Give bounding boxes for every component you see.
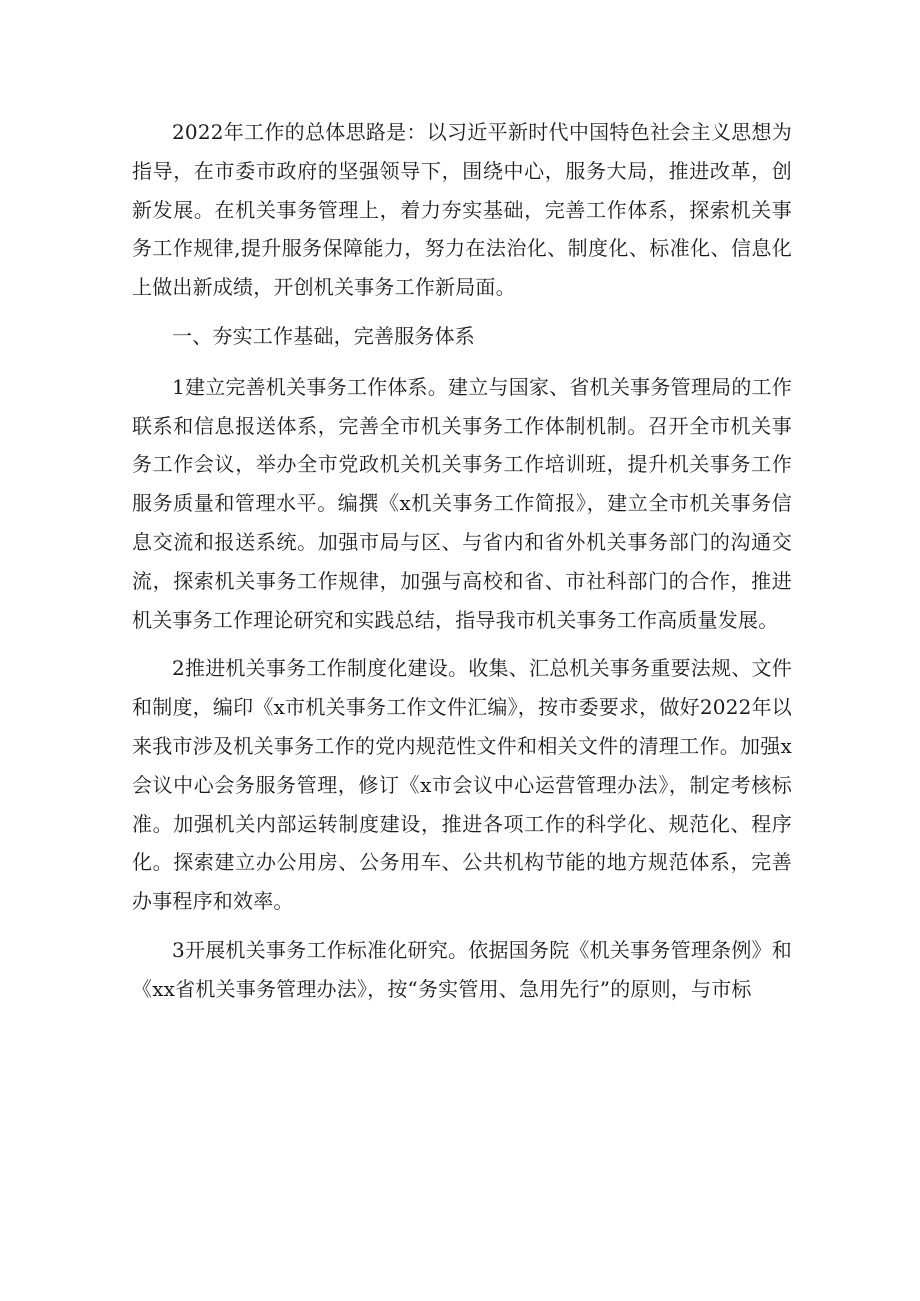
paragraph-item-1: 1建立完善机关事务工作体系。建立与国家、省机关事务管理局的工作联系和信息报送体系，完善全市机关事务工作体制机制。召开全市机关事务工作会议，举办全市党政机关机关事务工作培训班，提升机关事务工作服务质量和管理水平。编撰《x机关事务工作简报》，建立全市机关事务信息交流和报送系统。加强市局与区、与省内和省外机关事务部门的沟通交流，探索机关事务工作规律，加强与高校和省、市社科部门的合作，推进机关事务工作理论研究和实践总结，指导我市机关事务工作高质量发展。: [132, 374, 792, 632]
section-heading-1: 一、夯实工作基础，完善服务体系: [172, 323, 475, 348]
paragraph-item-2: 2推进机关事务工作制度化建设。收集、汇总机关事务重要法规、文件和制度，编印《x市机关事务工作文件汇编》，按市委要求，做好2022年以来我市涉及机关事务工作的党内规范性文件和相关文件的清理工作。加强x会议中心会务服务管理，修订《x市会议中心运营管理办法》，制定考核标准。加强机关内部运转制度建设，推进各项工作的科学化、规范化、程序化。探索建立办公用房、公务用车、公共机构节能的地方规范体系，完善办事程序和效率。: [132, 656, 792, 914]
document-body: [132, 113, 792, 1019]
paragraph-overall-approach: 2022年工作的总体思路是：以习近平新时代中国特色社会主义思想为指导，在市委市政府的坚强领导下，围绕中心，服务大局，推进改革，创新发展。在机关事务管理上，着力夯实基础，完善工作体系，探索机关事务工作规律,提升服务保障能力，努力在法治化、制度化、标准化、信息化上做出新成绩，开创机关事务工作新局面。: [132, 120, 792, 300]
paragraph-item-3: 3开展机关事务工作标准化研究。依据国务院《机关事务管理条例》和《xx省机关事务管理办法》，按“务实管用、急用先行”的原则，与市标: [132, 937, 792, 1001]
